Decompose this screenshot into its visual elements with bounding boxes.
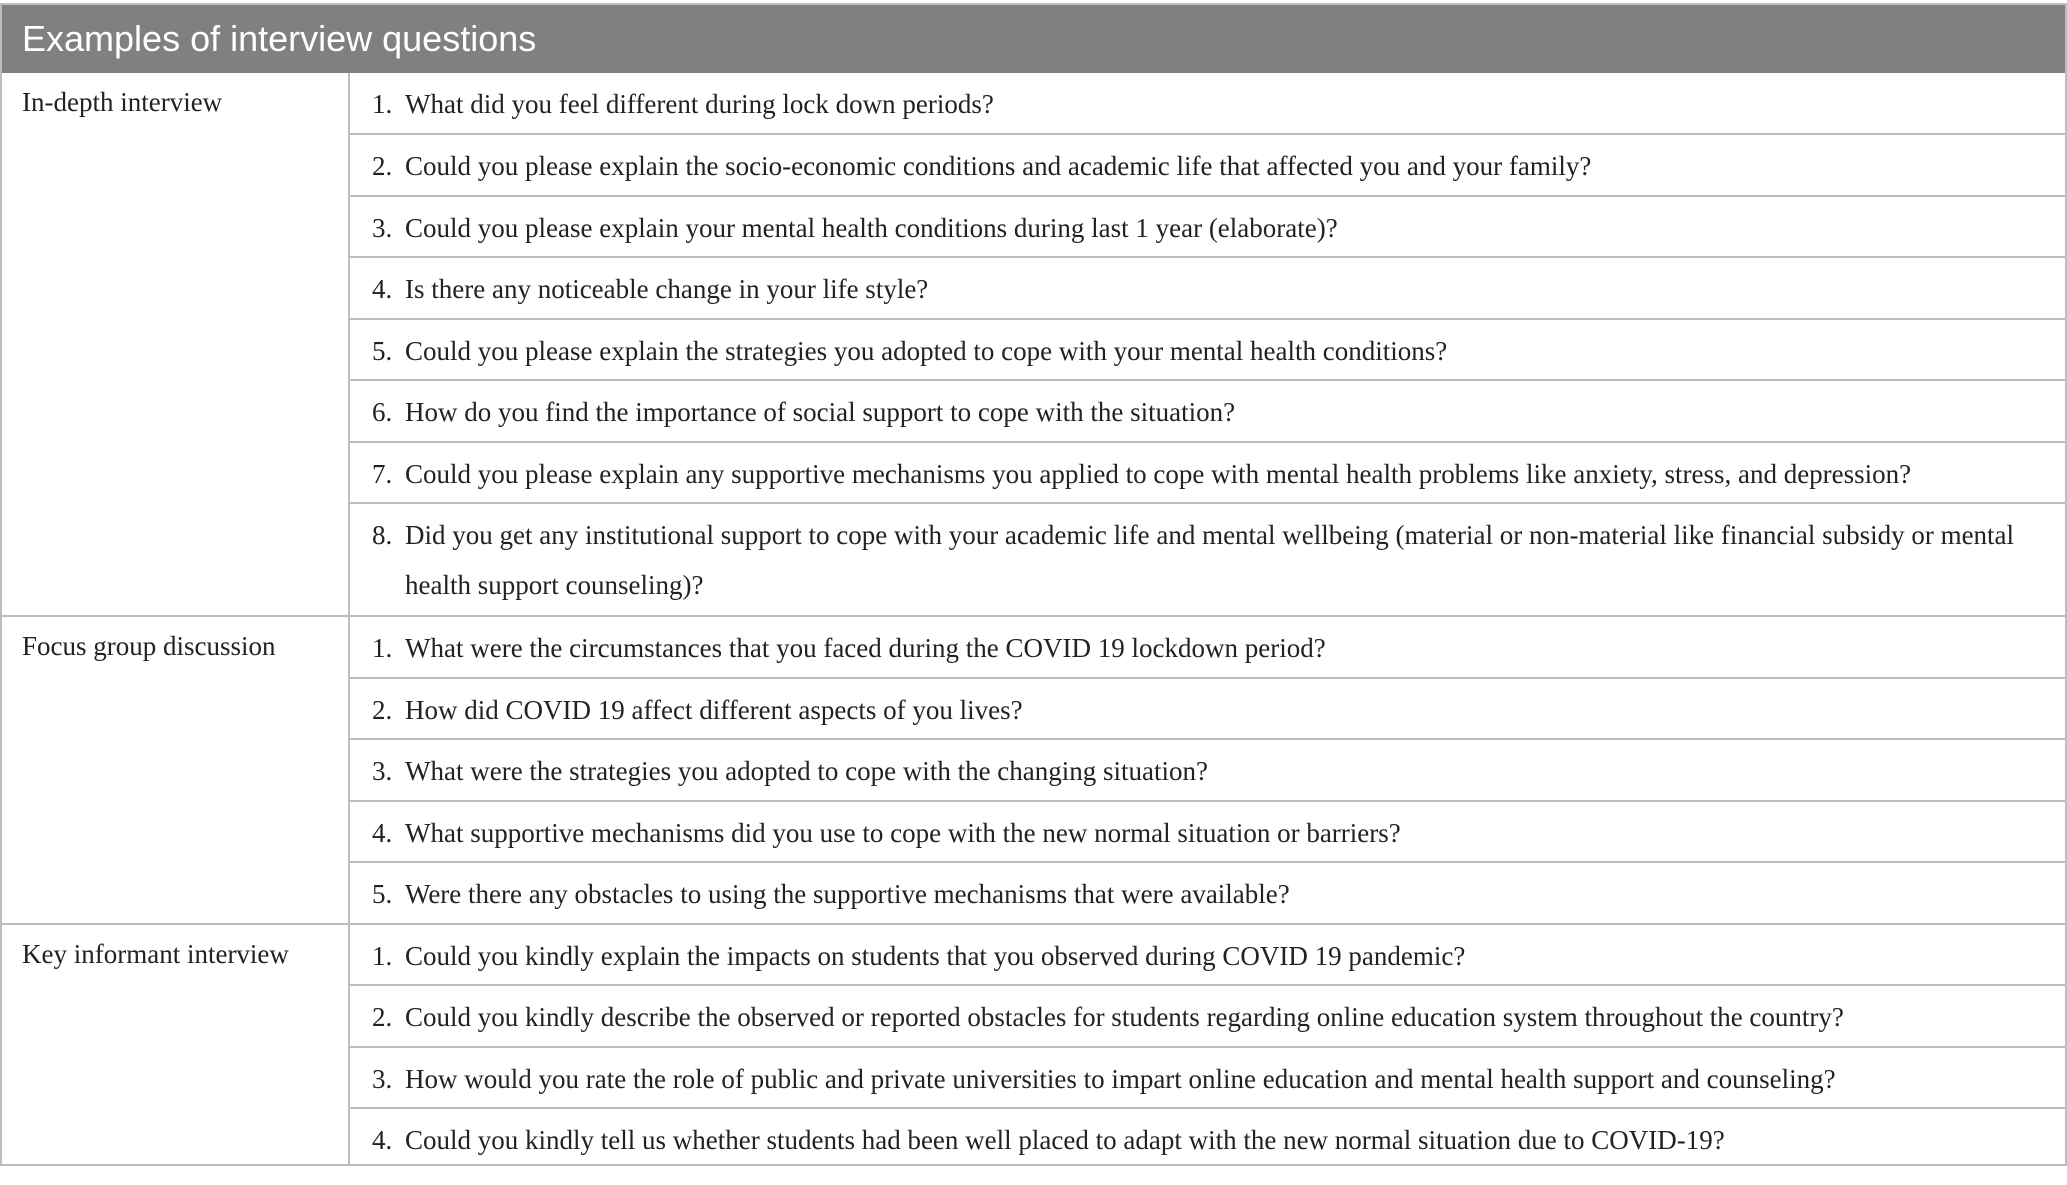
question-list	[350, 617, 2065, 923]
question-text: How do you find the importance of social support to cope with the situation?	[405, 397, 1236, 427]
question-number: 2.	[372, 151, 393, 181]
section-in-depth-interview	[2, 73, 2065, 615]
question-text: Could you kindly tell us whether students had been well placed to adapt with the new normal situation due to COVID-19?	[405, 1125, 1725, 1155]
question-number: 5.	[372, 336, 393, 366]
question-list	[350, 73, 2065, 615]
question-text: How did COVID 19 affect different aspects of you lives?	[405, 695, 1023, 725]
section-label: In-depth interview	[2, 73, 350, 615]
question-number: 8.	[372, 520, 393, 550]
question-number: 3.	[372, 756, 393, 786]
question-row	[350, 258, 2065, 320]
question-row	[350, 197, 2065, 258]
question-number: 5.	[372, 879, 393, 909]
question-number: 6.	[372, 397, 393, 427]
section-key-informant-interview	[2, 923, 2065, 1164]
question-number: 3.	[372, 213, 393, 243]
question-row	[350, 740, 2065, 802]
question-text: Could you please explain your mental health conditions during last 1 year (elaborate)?	[405, 213, 1338, 243]
question-text: Could you please explain the strategies you adopted to cope with your mental health conditions?	[405, 336, 1448, 366]
question-list	[350, 925, 2065, 1164]
question-number: 4.	[372, 274, 393, 304]
question-row	[350, 443, 2065, 504]
question-text: Could you please explain any supportive mechanisms you applied to cope with mental health problems like anxiety, stress, and depression?	[405, 459, 1912, 489]
question-row	[350, 135, 2065, 197]
question-text: What were the circumstances that you faced during the COVID 19 lockdown period?	[405, 633, 1326, 663]
question-number: 4.	[372, 1125, 393, 1155]
question-number: 2.	[372, 695, 393, 725]
question-text: Could you please explain the socio-economic conditions and academic life that affected you and your family?	[405, 151, 1592, 181]
question-text: Did you get any institutional support to cope with your academic life and mental wellbeing (material or non-material like financial subsidy or mental health support counseling)?	[405, 520, 2015, 600]
section-label: Key informant interview	[2, 925, 350, 1164]
question-row	[350, 986, 2065, 1048]
question-row	[350, 320, 2065, 381]
question-text: How would you rate the role of public and private universities to impart online education and mental health support and counseling?	[405, 1064, 1836, 1094]
question-number: 1.	[372, 89, 393, 119]
interview-questions-table	[0, 3, 2067, 1166]
question-row	[350, 617, 2065, 679]
question-text: What did you feel different during lock down periods?	[405, 89, 994, 119]
question-row	[350, 679, 2065, 740]
question-number: 1.	[372, 633, 393, 663]
question-text: Could you kindly describe the observed or reported obstacles for students regarding online education system throughout the country?	[405, 1002, 1844, 1032]
question-text: Is there any noticeable change in your life style?	[405, 274, 929, 304]
question-row	[350, 863, 2065, 923]
question-row	[350, 1109, 2065, 1164]
section-focus-group-discussion	[2, 615, 2065, 923]
question-row	[350, 925, 2065, 986]
table-title: Examples of interview questions	[2, 5, 2065, 73]
question-row	[350, 504, 2065, 615]
question-text: What were the strategies you adopted to cope with the changing situation?	[405, 756, 1208, 786]
section-label: Focus group discussion	[2, 617, 350, 923]
question-row	[350, 381, 2065, 443]
question-text: Were there any obstacles to using the supportive mechanisms that were available?	[405, 879, 1290, 909]
question-row	[350, 802, 2065, 863]
question-number: 4.	[372, 818, 393, 848]
question-row	[350, 73, 2065, 135]
question-number: 3.	[372, 1064, 393, 1094]
question-number: 1.	[372, 941, 393, 971]
question-text: Could you kindly explain the impacts on students that you observed during COVID 19 pandemic?	[405, 941, 1466, 971]
question-number: 2.	[372, 1002, 393, 1032]
question-text: What supportive mechanisms did you use to cope with the new normal situation or barriers?	[405, 818, 1401, 848]
question-number: 7.	[372, 459, 393, 489]
question-row	[350, 1048, 2065, 1109]
